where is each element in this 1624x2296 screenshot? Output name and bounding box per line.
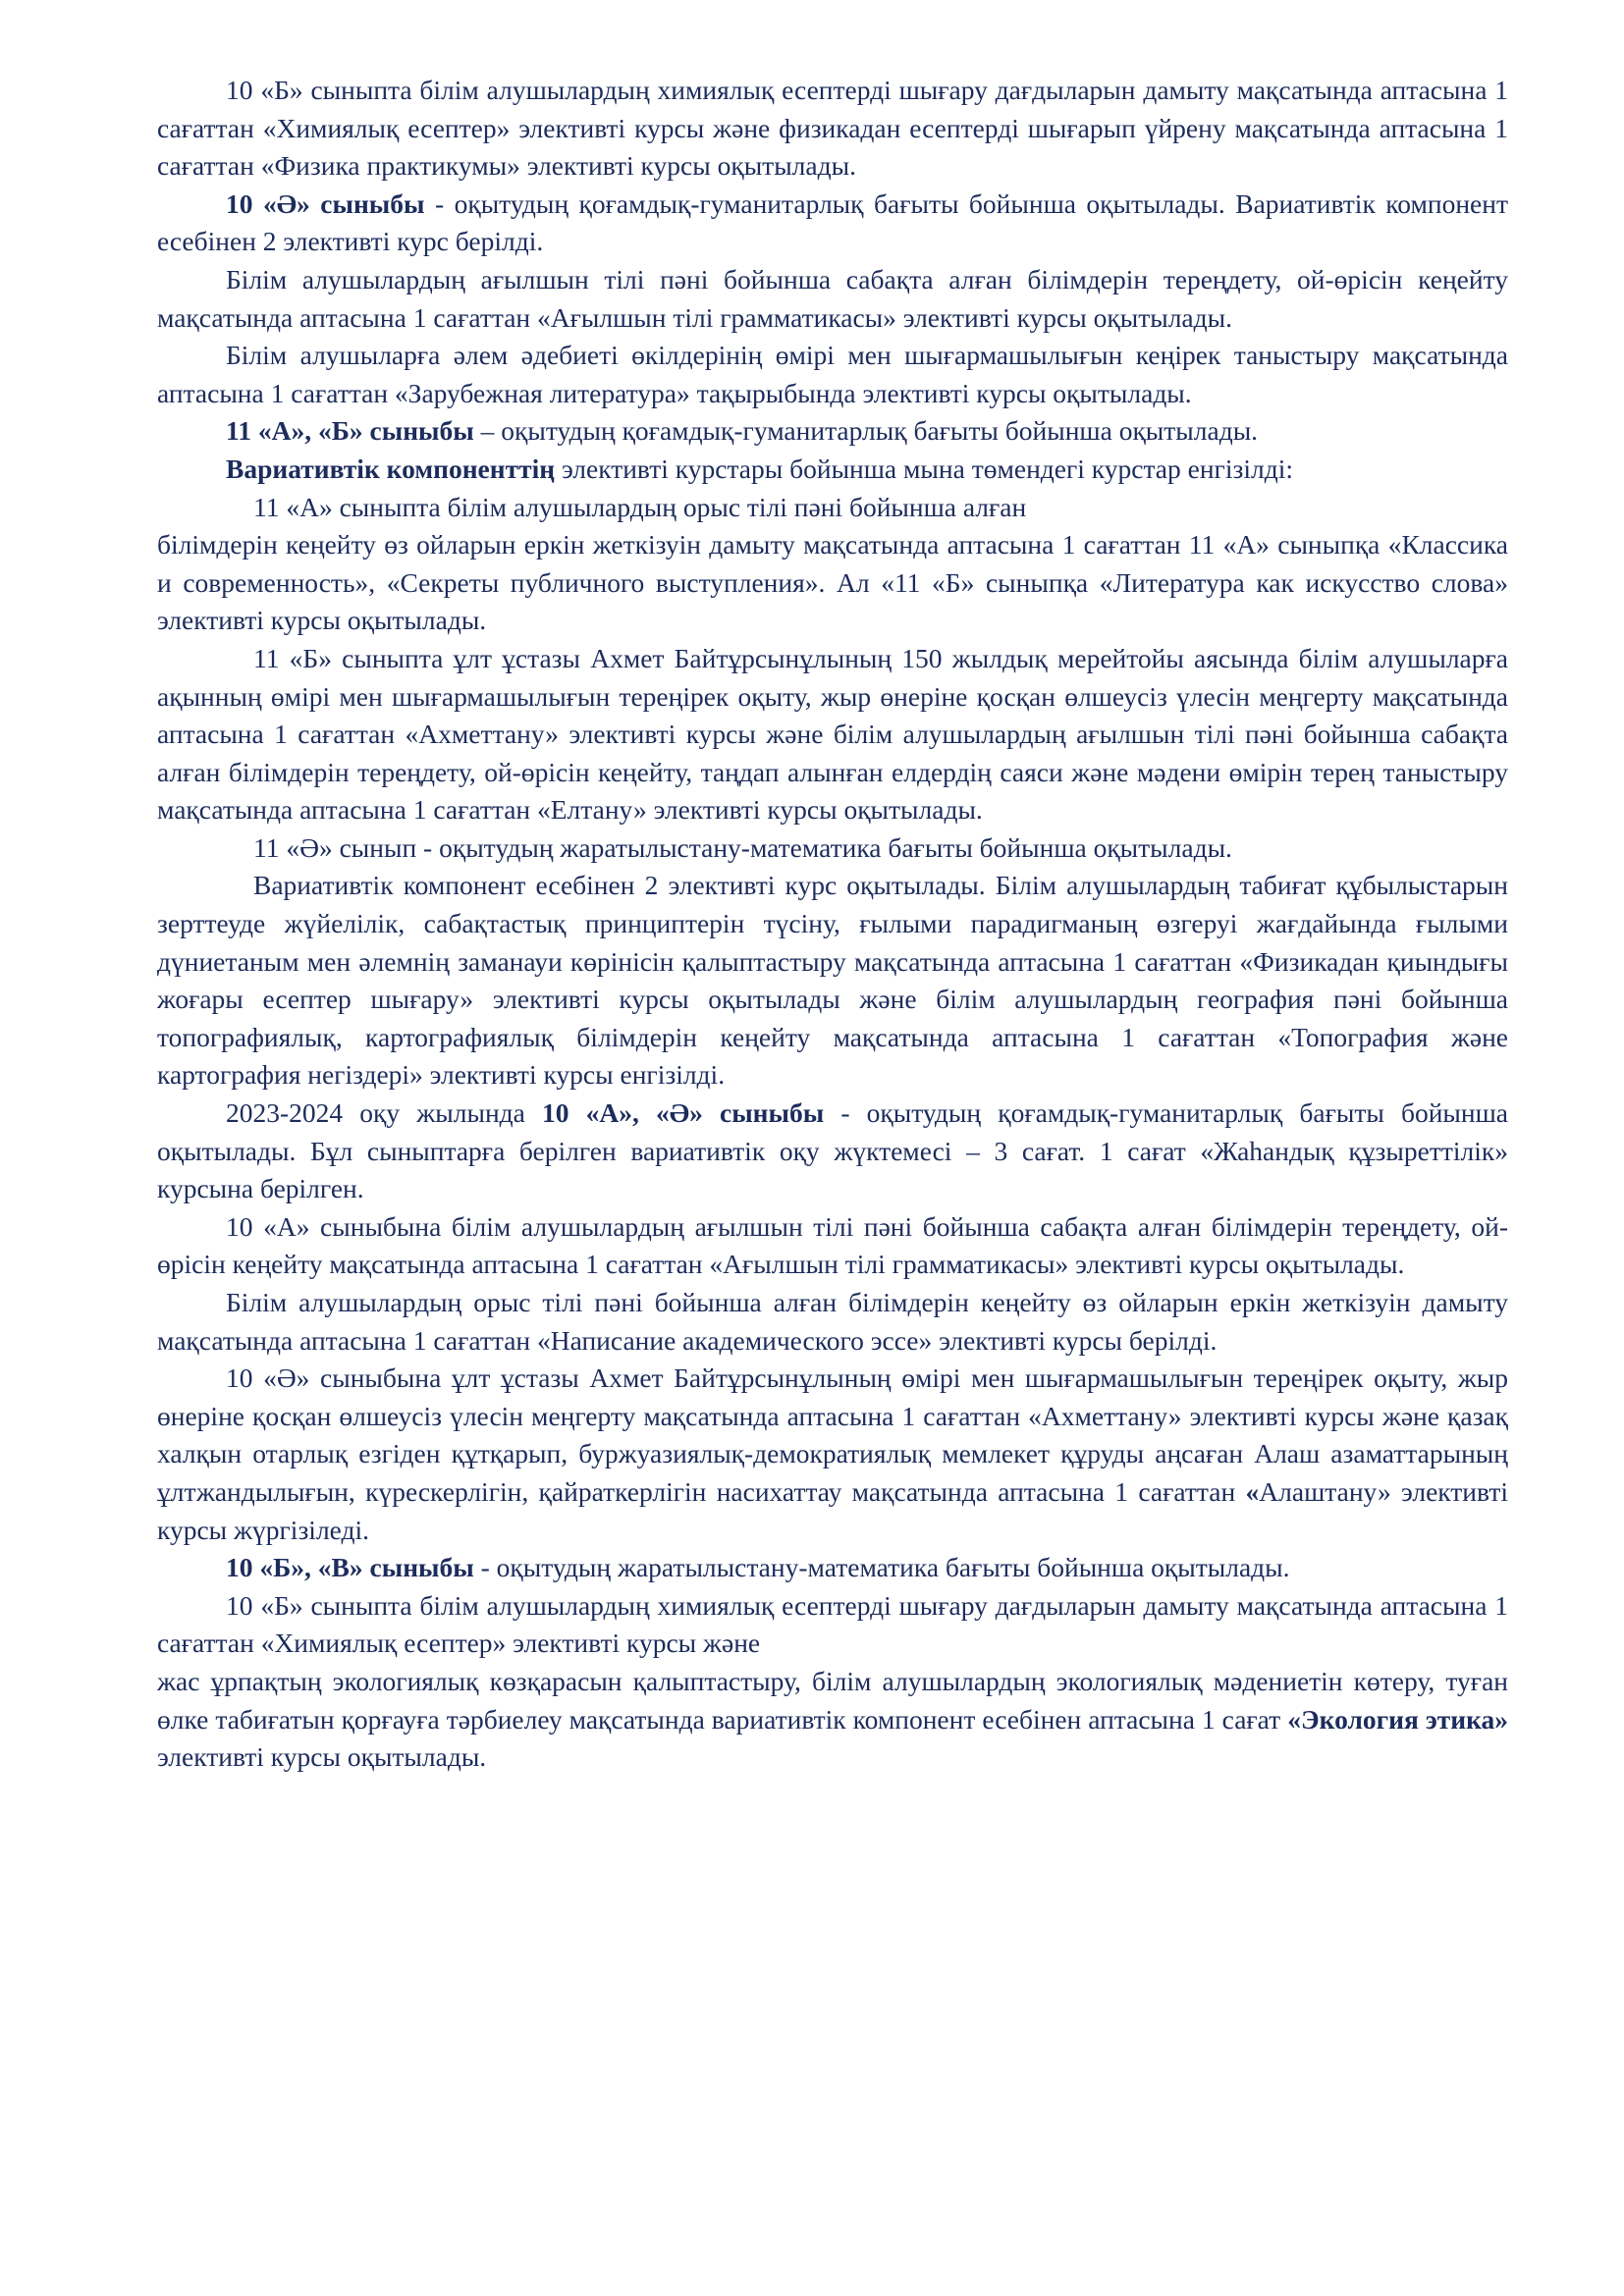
text: Вариативтік компонент есебінен 2 элективті курс оқытылады. Білім алушылардың табиғат құбылыстарын зерттеуде жүйелілік, сабақтастық принциптерін түсіну, ғылыми парадигманың өзгеруі жағдайында ғылыми дүниетаным мен әлемнің заманауи көрінісін қалыптастыру мақсатында аптасына 1 сағаттан «Физикадан қиындығы жоғары есептер шығару» элективті курсы оқытылады және білім алушылардың география пәні бойынша топографиялық, картографиялық білімдерін кеңейту мақсатында аптасына 1 сағаттан «Топография және картография негіздері» элективті курсы енгізілді. [157,870,1508,1091]
text: Білім алушылардың орыс тілі пәні бойынша алған білімдерін кеңейту өз ойларын еркін жеткізуін дамыту мақсатында аптасына 1 сағаттан «Написание академического эссе» элективті курсы берілді. [157,1287,1508,1356]
text: 10 «Б» сыныпта білім алушылардың химиялық есептерді шығару дағдыларын дамыту мақсатында аптасына 1 сағаттан «Химиялық есептер» элективті курсы және [157,1589,1508,1659]
text: - оқытудың қоғамдық-гуманитарлық бағыты бойынша оқытылады. Бұл сыныптарға берілген вариативтік оқу жүктемесі – 3 сағат. 1 сағат «Жаһандық құзыреттілік» курсына берілген. [157,1097,1509,1204]
text: 11 «А» сыныпта білім алушылардың орыс тілі пәні бойынша алған [253,491,1027,522]
text: - оқытудың қоғамдық-гуманитарлық бағыты бойынша оқытылады. Вариативтік компонент есебінен 2 элективті курс берілді. [157,187,1509,257]
bold-heading: 10 «А», «Ә» сыныбы [542,1097,825,1129]
text: – оқытудың қоғамдық-гуманитарлық бағыты бойынша оқытылады. [473,415,1259,447]
paragraph-10ae-alashtanu [157,1360,1508,1549]
text: 10 «Ә» сыныбына ұлт ұстазы Ахмет Байтұрсынұлының өмірі мен шығармашылығын тереңірек оқыту, жыр өнеріне қосқан өлшеусіз үлесін меңгерту мақсатында аптасына 1 сағаттан «Ахметтану» элективті курсы және қазақ халқын отарлық езгіден құтқарып, буржуазиялық-демократиялық мемлекет құруды аңсаған Алаш азаматтарының ұлтжандылығын, күрескерлігін, қайраткерлігін насихаттау мақсатында аптасына 1 сағаттан [157,1362,1508,1507]
paragraph-11ae-electives [157,867,1508,1095]
text: Білім алушыларға әлем әдебиеті өкілдерінің өмірі мен шығармашылығын кеңірек таныстыру мақсатында аптасына 1 сағаттан «Зарубежная литература» тақырыбында элективті курсы оқытылады. [157,340,1508,408]
text: Білім алушылардың ағылшын тілі пәні бойынша сабақта алған білімдерін тереңдету, ой-өрісін кеңейту мақсатында аптасына 1 сағаттан «Ағылшын тілі грамматикасы» элективті курсы оқытылады. [157,263,1508,333]
paragraph-ecology-ethics [157,1663,1508,1777]
paragraph-11ab-humanitarian [157,412,1508,451]
text: - оқытудың жаратылыстану-математика бағыты бойынша оқытылады. [473,1552,1290,1583]
text: элективті курсы оқытылады. [157,1741,487,1773]
paragraph-11ae-natural-math [157,829,1508,868]
paragraph-foreign-literature [157,337,1508,412]
text: Алаштану» элективті курсы жүргізіледі. [157,1475,1508,1545]
paragraph-10b-chemistry-physics [157,72,1508,186]
text: элективті курстары бойынша мына төмендегі курстар енгізілді: [555,453,1293,484]
document-page [157,72,1508,1777]
bold-course-title: «Экология этика» [1287,1703,1508,1735]
paragraph-11a-russian [157,489,1508,527]
paragraph-10b-chemistry [157,1587,1508,1663]
text: 10 «А» сыныбына білім алушылардың ағылшын тілі пәні бойынша сабақта алған білімдерін тереңдету, ой-өрісін кеңейту мақсатында аптасына 1 сағаттан «Ағылшын тілі грамматикасы» элективті курсы оқытылады. [157,1210,1508,1280]
text: жас ұрпақтың экологиялық көзқарасын қалыптастыру, білім алушылардың экологиялық мәдениетін көтеру, туған өлке табиғатын қорғауға тәрбиелеу мақсатында вариативтік компонент есебінен аптасына 1 сағат [157,1665,1508,1735]
paragraph-russian-essay [157,1284,1508,1360]
bold-heading: Вариативтік компоненттің [226,453,556,484]
bold-heading: 10 «Ә» сыныбы [226,187,425,219]
text: 2023-2024 оқу жылында [226,1097,543,1129]
paragraph-11a-russian-continued [157,526,1508,640]
text: 11 «Б» сыныпта ұлт ұстазы Ахмет Байтұрсынұлының 150 жылдық мерейтойы аясында білім алушыларға ақынның өмірі мен шығармашылығын тереңірек оқыту, жыр өнеріне қосқан өлшеусіз үлесін меңгерту мақсатында аптасына 1 сағаттан «Ахметтану» элективті курсы және білім алушылардың ағылшын тілі пәні бойынша сабақта алған білімдерін тереңдету, ой-өрісін кеңейту, таңдап алынған елдердің саяси және мәдени өмірін терең таныстыру мақсатында аптасына 1 сағаттан «Елтану» элективті курсы оқытылады. [157,642,1508,826]
paragraph-2023-2024 [157,1095,1508,1208]
paragraph-variative-component [157,451,1508,489]
paragraph-11b-akhmettanu [157,640,1508,829]
text: білімдерін кеңейту өз ойларын еркін жеткізуін дамыту мақсатында аптасына 1 сағаттан 11 «А» сыныпқа «Классика и современность», «Секреты публичного выступления». Ал «11 «Б» сыныпқа «Литература как искусство слова» элективті курсы оқытылады. [157,529,1508,636]
paragraph-10ae-humanitarian [157,186,1508,261]
paragraph-10bv-natural-math [157,1549,1508,1587]
paragraph-english-grammar [157,261,1508,337]
bold-quote: « [1245,1475,1260,1507]
bold-heading: 10 «Б», «В» сыныбы [226,1552,474,1583]
bold-heading: 11 «А», «Б» сыныбы [226,415,474,447]
paragraph-10a-english [157,1208,1508,1284]
text: 10 «Б» сыныпта білім алушылардың химиялық есептерді шығару дағдыларын дамыту мақсатында аптасына 1 сағаттан «Химиялық есептер» элективті курсы және физикадан есептерді шығарып үйрену мақсатында аптасына 1 сағаттан «Физика практикумы» элективті курсы оқытылады. [157,75,1508,182]
text: 11 «Ә» сынып - оқытудың жаратылыстану-математика бағыты бойынша оқытылады. [253,831,1232,863]
